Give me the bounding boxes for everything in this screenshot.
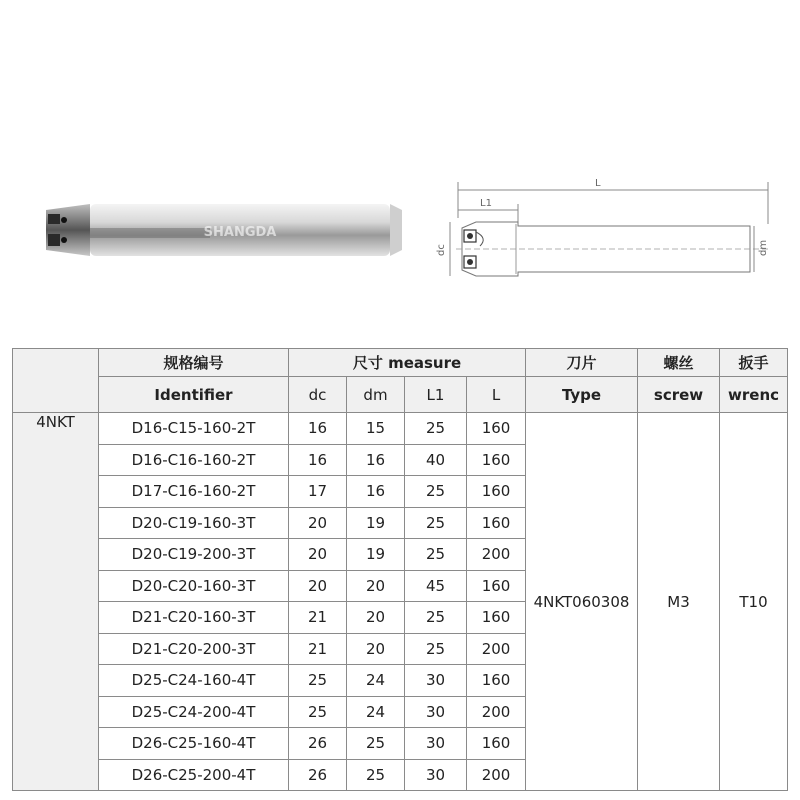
identifier-cell: D20-C20-160-3T	[99, 570, 289, 602]
l-cell: 200	[467, 759, 526, 791]
screw-header-en: screw	[638, 377, 720, 413]
dc-cell: 16	[289, 413, 347, 445]
identifier-cell: D20-C19-200-3T	[99, 539, 289, 571]
wrench-cell: T10	[720, 413, 788, 791]
dc-cell: 17	[289, 476, 347, 508]
l-cell: 200	[467, 696, 526, 728]
screw-header-cn: 螺丝	[638, 349, 720, 377]
dm-cell: 16	[347, 476, 405, 508]
l1-cell: 25	[405, 413, 467, 445]
dm-cell: 19	[347, 539, 405, 571]
type-header-cn: 刀片	[526, 349, 638, 377]
dc-cell: 21	[289, 633, 347, 665]
l1-header: L1	[405, 377, 467, 413]
identifier-cell: D25-C24-160-4T	[99, 665, 289, 697]
identifier-header-cn: 规格编号	[99, 349, 289, 377]
l1-cell: 30	[405, 728, 467, 760]
type-header-en: Type	[526, 377, 638, 413]
end-mill-photo	[40, 196, 402, 264]
l-cell: 160	[467, 444, 526, 476]
l1-cell: 25	[405, 633, 467, 665]
wrench-header-en: wrenc	[720, 377, 788, 413]
l1-cell: 30	[405, 759, 467, 791]
insert-type-cell: 4NKT060308	[526, 413, 638, 791]
watermark: SHANGDA	[203, 225, 277, 240]
dc-cell: 26	[289, 759, 347, 791]
l1-cell: 45	[405, 570, 467, 602]
dc-cell: 21	[289, 602, 347, 634]
l-cell: 160	[467, 413, 526, 445]
dm-cell: 15	[347, 413, 405, 445]
identifier-cell: D16-C16-160-2T	[99, 444, 289, 476]
dm-cell: 20	[347, 570, 405, 602]
label-L: L	[595, 178, 601, 189]
screw-cell: M3	[638, 413, 720, 791]
dc-cell: 25	[289, 665, 347, 697]
l-header: L	[467, 377, 526, 413]
dc-header: dc	[289, 377, 347, 413]
dc-cell: 20	[289, 539, 347, 571]
dc-cell: 26	[289, 728, 347, 760]
l1-cell: 25	[405, 507, 467, 539]
identifier-cell: D17-C16-160-2T	[99, 476, 289, 508]
dimension-drawing	[420, 168, 780, 278]
table-row	[13, 413, 788, 445]
l-cell: 200	[467, 633, 526, 665]
identifier-cell: D21-C20-200-3T	[99, 633, 289, 665]
dm-cell: 16	[347, 444, 405, 476]
dm-header: dm	[347, 377, 405, 413]
l-cell: 160	[467, 570, 526, 602]
label-L1: L1	[480, 198, 492, 209]
identifier-cell: D25-C24-200-4T	[99, 696, 289, 728]
dc-cell: 20	[289, 507, 347, 539]
identifier-cell: D26-C25-160-4T	[99, 728, 289, 760]
dm-cell: 25	[347, 759, 405, 791]
l1-cell: 25	[405, 539, 467, 571]
l-cell: 160	[467, 476, 526, 508]
dm-cell: 20	[347, 602, 405, 634]
label-dc: dc	[436, 244, 447, 256]
label-dm: dm	[758, 239, 769, 256]
dm-cell: 24	[347, 696, 405, 728]
l1-cell: 25	[405, 476, 467, 508]
dm-cell: 25	[347, 728, 405, 760]
dc-cell: 20	[289, 570, 347, 602]
l1-cell: 40	[405, 444, 467, 476]
series-header-blank	[13, 349, 99, 413]
wrench-header-cn: 扳手	[720, 349, 788, 377]
l-cell: 160	[467, 602, 526, 634]
dm-cell: 19	[347, 507, 405, 539]
measure-header: 尺寸 measure	[289, 349, 526, 377]
identifier-cell: D26-C25-200-4T	[99, 759, 289, 791]
dc-cell: 16	[289, 444, 347, 476]
l-cell: 160	[467, 507, 526, 539]
l1-cell: 25	[405, 602, 467, 634]
identifier-cell: D16-C15-160-2T	[99, 413, 289, 445]
identifier-cell: D21-C20-160-3T	[99, 602, 289, 634]
series-label: 4NKT	[13, 413, 99, 791]
l1-cell: 30	[405, 665, 467, 697]
identifier-cell: D20-C19-160-3T	[99, 507, 289, 539]
l-cell: 160	[467, 728, 526, 760]
dc-cell: 25	[289, 696, 347, 728]
l-cell: 160	[467, 665, 526, 697]
l1-cell: 30	[405, 696, 467, 728]
spec-table	[12, 348, 788, 791]
dm-cell: 24	[347, 665, 405, 697]
l-cell: 200	[467, 539, 526, 571]
identifier-header-en: Identifier	[99, 377, 289, 413]
dm-cell: 20	[347, 633, 405, 665]
